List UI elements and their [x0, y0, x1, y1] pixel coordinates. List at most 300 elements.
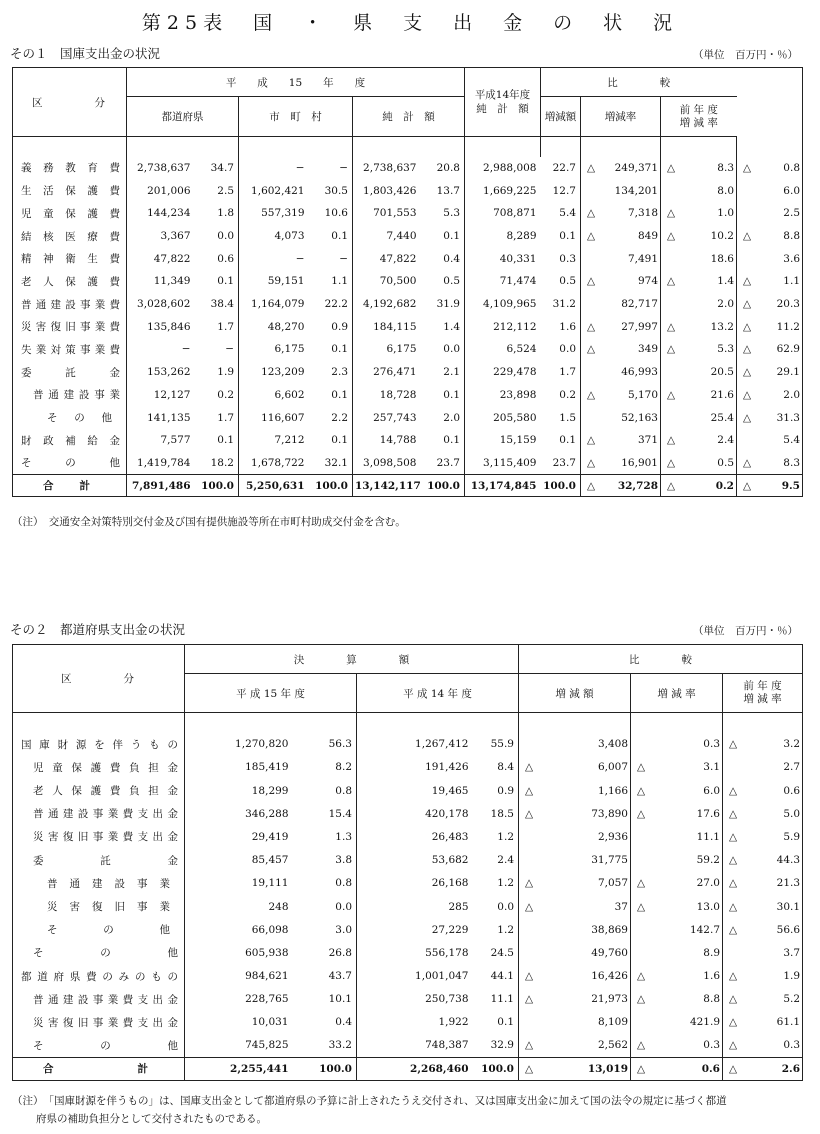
change-rate-sign: △ — [667, 207, 676, 220]
h15-amount: 18,299 — [251, 784, 289, 797]
change-amount-value: 7,057 — [597, 877, 628, 890]
prev-change-rate-value: 29.1 — [776, 366, 800, 379]
prev-change-rate-value: 6.0 — [783, 184, 800, 197]
change-rate — [631, 964, 723, 987]
table-row — [13, 964, 803, 987]
junkei-amount: 276,471 — [373, 366, 417, 379]
prev-change-rate-sign: △ — [729, 830, 738, 843]
junkei-share: 13.7 — [421, 179, 465, 202]
change-rate-value: 18.6 — [710, 252, 734, 265]
prev-change-rate — [723, 1034, 803, 1057]
change-rate-sign: △ — [667, 456, 676, 469]
h14-share: 100.0 — [473, 1057, 519, 1080]
h15-amount: 29,419 — [251, 830, 289, 843]
row-label: 国庫財源を伴うもの — [13, 733, 185, 756]
prev-change-rate — [737, 429, 803, 452]
change-amount — [581, 270, 661, 293]
prev-change-rate-sign: △ — [743, 479, 752, 492]
shichoson-amount: 1,678,722 — [251, 456, 305, 469]
row-label: 災害復旧事業費 — [13, 315, 127, 338]
junkei-share: 0.0 — [421, 338, 465, 361]
h15-amount: 346,288 — [245, 807, 289, 820]
h14-share: 0.5 — [541, 270, 581, 293]
shichoson-share: 0.1 — [309, 225, 353, 248]
h14-share: 0.0 — [541, 338, 581, 361]
change-amount-value: 3,408 — [597, 738, 628, 751]
junkei-share: 2.1 — [421, 361, 465, 384]
table-row — [13, 1057, 803, 1080]
table-prefectural-subsidies — [12, 644, 803, 1081]
table-row — [13, 474, 803, 497]
prev-change-rate-value: 31.3 — [776, 411, 800, 424]
change-amount — [581, 383, 661, 406]
shichoson-share: 0.1 — [309, 338, 353, 361]
change-amount — [519, 872, 631, 895]
change-amount-value: 16,901 — [621, 456, 658, 469]
change-rate — [631, 733, 723, 756]
table1-note: （注） 交通安全対策特別交付金及び国有提供施設等所在市町村助成交付金を含む。 — [12, 516, 406, 528]
change-amount — [519, 918, 631, 941]
h14-share: 0.1 — [541, 429, 581, 452]
shichoson-amount: 6,175 — [274, 343, 305, 356]
h14-amount: 1,669,225 — [483, 184, 537, 197]
prev-change-rate-sign: △ — [743, 161, 752, 174]
shichoson-share: 1.1 — [309, 270, 353, 293]
change-rate — [631, 895, 723, 918]
change-amount-value: 27,997 — [621, 320, 658, 333]
shichoson-amount: 116,607 — [261, 411, 305, 424]
change-amount-value: 2,562 — [597, 1039, 628, 1052]
change-rate — [661, 179, 737, 202]
prev-change-rate-sign: △ — [729, 993, 738, 1006]
prev-change-rate — [737, 361, 803, 384]
h15-amount: 745,825 — [245, 1039, 289, 1052]
todofuken-amount: 2,738,637 — [137, 161, 191, 174]
h15-amount: 1,270,820 — [235, 738, 289, 751]
h15-amount: 85,457 — [251, 854, 289, 867]
table-row — [13, 270, 803, 293]
row-label: 生活保護費 — [13, 179, 127, 202]
todofuken-amount: 3,028,602 — [137, 298, 191, 311]
change-rate — [661, 383, 737, 406]
prev-change-rate — [737, 383, 803, 406]
change-amount — [519, 779, 631, 802]
change-amount — [581, 361, 661, 384]
table-row — [13, 872, 803, 895]
h14-share: 0.1 — [541, 225, 581, 248]
prev-change-rate-value: 20.3 — [776, 298, 800, 311]
page-title: 第25表 国 ・ 県 支 出 金 の 状 況 — [141, 12, 679, 34]
prev-change-rate-sign: △ — [743, 230, 752, 242]
h14-share: 11.1 — [473, 988, 519, 1011]
h14-share: 0.9 — [473, 779, 519, 802]
prev-change-rate-sign: △ — [729, 900, 738, 913]
change-amount-sign: △ — [525, 900, 534, 913]
change-rate — [661, 474, 737, 497]
prev-change-rate-value: 44.3 — [776, 854, 801, 867]
junkei-amount: 13,142,117 — [353, 474, 421, 497]
change-rate — [661, 225, 737, 248]
h14-share: 23.7 — [541, 452, 581, 475]
h14-amount: 6,524 — [506, 343, 537, 356]
change-amount — [519, 941, 631, 964]
table1-unit: （単位 百万円・％） — [693, 49, 798, 61]
h14-share: 5.4 — [541, 202, 581, 225]
change-amount-value: 349 — [637, 343, 658, 356]
todofuken-share: 1.9 — [195, 361, 239, 384]
h14-amount: 26,168 — [431, 877, 469, 890]
change-rate-value: 8.9 — [703, 946, 720, 959]
change-rate-value: 13.2 — [710, 320, 734, 333]
h15-share: 10.1 — [293, 988, 357, 1011]
table-row — [13, 779, 803, 802]
prev-change-rate — [723, 918, 803, 941]
junkei-amount: 47,822 — [379, 252, 417, 265]
row-label: 老人保護費 — [13, 270, 127, 293]
junkei-share: 0.1 — [421, 383, 465, 406]
h14-share: 0.0 — [473, 895, 519, 918]
header-kubun: 区 分 — [13, 68, 127, 137]
change-rate-value: 2.0 — [717, 298, 734, 311]
table2-note-line1: （注） 「国庫財源を伴うもの」は、国庫支出金として都道府県の予算に計上されたうえ交付され、又は国庫支出金に加えて国の法令の規定に基づく都道 — [12, 1095, 727, 1107]
row-label: その他 — [13, 941, 185, 964]
header-kubun-2: 区 分 — [13, 645, 185, 713]
header-shichoson: 市 町 村 — [239, 97, 353, 137]
junkei-amount: 18,728 — [379, 388, 417, 401]
h14-share: 32.9 — [473, 1034, 519, 1057]
junkei-amount: 2,738,637 — [363, 161, 417, 174]
change-amount — [519, 1034, 631, 1057]
h15-share: 0.8 — [293, 779, 357, 802]
prev-change-rate — [737, 315, 803, 338]
prev-change-rate-value: 56.6 — [776, 923, 801, 936]
h15-amount: 10,031 — [251, 1016, 289, 1029]
change-rate — [631, 825, 723, 848]
todofuken-amount: 12,127 — [153, 388, 191, 401]
change-amount — [581, 157, 661, 180]
h14-amount: 4,109,965 — [483, 298, 537, 311]
shichoson-amount: 48,270 — [267, 320, 305, 333]
prev-change-rate — [723, 802, 803, 825]
prev-change-rate-value: 1.9 — [783, 970, 801, 983]
table-row — [13, 733, 803, 756]
change-rate-value: 8.3 — [717, 161, 734, 174]
prev-change-rate — [737, 202, 803, 225]
junkei-amount: 7,440 — [386, 230, 417, 242]
h14-share: 1.5 — [541, 406, 581, 429]
todofuken-amount: 47,822 — [153, 252, 191, 265]
prev-change-rate — [723, 895, 803, 918]
table2-note-line2: 府県の補助負担分として交付されたものである。 — [36, 1113, 267, 1125]
h14-share: 1.2 — [473, 825, 519, 848]
table-row — [13, 202, 803, 225]
shichoson-amount: 1,602,421 — [251, 184, 305, 197]
change-rate-sign: △ — [637, 761, 646, 774]
table-row — [13, 1034, 803, 1057]
table-row — [13, 988, 803, 1011]
h15-share: 0.4 — [293, 1011, 357, 1034]
prev-change-rate — [723, 779, 803, 802]
change-amount-value: 21,973 — [591, 993, 628, 1006]
junkei-amount: 14,788 — [379, 434, 417, 447]
table1-subtitle: その１ 国庫支出金の状況 — [10, 46, 161, 61]
prev-change-rate-value: 5.0 — [783, 807, 801, 820]
change-amount — [519, 964, 631, 987]
prev-change-rate-sign: △ — [729, 923, 738, 936]
change-amount — [581, 429, 661, 452]
change-rate-sign: △ — [667, 388, 676, 401]
prev-change-rate-value: 2.5 — [783, 207, 800, 220]
prev-change-rate-value: 9.5 — [781, 479, 800, 492]
change-rate — [661, 270, 737, 293]
prev-change-rate-value: 61.1 — [776, 1016, 801, 1029]
table-row — [13, 157, 803, 180]
table-row — [13, 361, 803, 384]
shichoson-amount: − — [295, 252, 305, 265]
change-rate — [661, 406, 737, 429]
shichoson-share: 32.1 — [309, 452, 353, 475]
change-amount-sign: △ — [587, 343, 596, 356]
change-rate-value: 0.3 — [703, 738, 720, 751]
junkei-share: 1.4 — [421, 315, 465, 338]
h14-share: 0.2 — [541, 383, 581, 406]
shichoson-share: − — [309, 157, 353, 180]
change-amount — [581, 293, 661, 316]
header-prev-rate-2: 前 年 度 増 減 率 — [723, 674, 803, 713]
change-amount-value: 1,166 — [597, 784, 628, 797]
change-rate — [631, 1057, 723, 1080]
prev-change-rate — [723, 941, 803, 964]
change-rate — [661, 429, 737, 452]
todofuken-amount: 1,419,784 — [137, 456, 191, 469]
junkei-share: 31.9 — [421, 293, 465, 316]
change-rate-value: 2.4 — [717, 434, 734, 447]
table-row — [13, 825, 803, 848]
h15-share: 8.2 — [293, 756, 357, 779]
row-label: 普通建設事業費支出金 — [13, 802, 185, 825]
change-amount-sign: △ — [587, 275, 596, 288]
change-rate-value: 1.0 — [717, 207, 734, 220]
change-rate-value: 21.6 — [710, 388, 734, 401]
shichoson-amount: 1,164,079 — [251, 298, 305, 311]
prev-change-rate-sign: △ — [729, 784, 738, 797]
change-rate-sign: △ — [637, 993, 646, 1006]
change-rate — [631, 872, 723, 895]
change-amount-value: 52,163 — [621, 411, 658, 424]
todofuken-share: 2.5 — [195, 179, 239, 202]
row-label: 普通建設事業費 — [13, 293, 127, 316]
change-rate-sign: △ — [667, 161, 676, 174]
shichoson-amount: 123,209 — [261, 366, 305, 379]
change-amount-value: 8,109 — [597, 1016, 628, 1029]
change-rate-value: 0.3 — [703, 1039, 720, 1052]
row-label: 都道府県費のみのもの — [13, 964, 185, 987]
change-rate — [661, 315, 737, 338]
junkei-share: 0.5 — [421, 270, 465, 293]
prev-change-rate-value: 5.4 — [783, 434, 800, 447]
change-rate-value: 20.5 — [710, 366, 734, 379]
change-amount — [519, 895, 631, 918]
change-amount — [519, 756, 631, 779]
todofuken-share: 1.7 — [195, 315, 239, 338]
change-rate — [631, 988, 723, 1011]
header-h14: 平成14年度 純 計 額 — [465, 68, 541, 137]
table2-subtitle: その２ 都道府県支出金の状況 — [10, 622, 186, 637]
change-rate-value: 6.0 — [703, 784, 720, 797]
h14-amount: 285 — [448, 900, 469, 913]
h14-amount: 420,178 — [425, 807, 469, 820]
todofuken-share: 34.7 — [195, 157, 239, 180]
change-rate-sign: △ — [667, 320, 676, 333]
junkei-amount: 184,115 — [373, 320, 417, 333]
change-rate — [661, 247, 737, 270]
table-row — [13, 338, 803, 361]
table-row — [13, 429, 803, 452]
change-rate-value: 0.6 — [701, 1062, 720, 1075]
row-label: 合計 — [13, 474, 127, 497]
prev-change-rate — [723, 964, 803, 987]
todofuken-share: 1.7 — [195, 406, 239, 429]
change-amount — [581, 247, 661, 270]
prev-change-rate-sign: △ — [743, 275, 752, 288]
shichoson-amount: 6,602 — [274, 388, 305, 401]
todofuken-share: 0.1 — [195, 429, 239, 452]
change-rate — [631, 918, 723, 941]
change-rate-sign: △ — [637, 1062, 646, 1075]
change-amount-value: 16,426 — [591, 970, 628, 983]
prev-change-rate — [737, 452, 803, 475]
h14-amount: 708,871 — [493, 207, 537, 220]
change-amount-value: 31,775 — [591, 854, 628, 867]
junkei-share: 100.0 — [421, 474, 465, 497]
todofuken-amount: 135,846 — [147, 320, 191, 333]
h14-share: 31.2 — [541, 293, 581, 316]
h15-share: 15.4 — [293, 802, 357, 825]
change-rate-value: 1.6 — [703, 970, 720, 983]
change-rate-value: 3.1 — [703, 761, 720, 774]
change-rate-sign: △ — [637, 900, 646, 913]
change-rate-value: 8.0 — [717, 184, 734, 197]
prev-change-rate-value: 3.6 — [783, 252, 800, 265]
row-label: その他 — [13, 918, 185, 941]
prev-change-rate — [737, 225, 803, 248]
change-amount-value: 82,717 — [621, 298, 658, 311]
h14-share: 24.5 — [473, 941, 519, 964]
h14-amount: 3,115,409 — [483, 456, 537, 469]
junkei-share: 20.8 — [421, 157, 465, 180]
prev-change-rate-sign: △ — [743, 343, 752, 356]
prev-change-rate — [737, 247, 803, 270]
prev-change-rate-sign: △ — [729, 1062, 738, 1075]
todofuken-amount: 141,135 — [147, 411, 191, 424]
h15-amount: 2,255,441 — [185, 1057, 293, 1080]
h14-amount: 2,268,460 — [357, 1057, 473, 1080]
h14-share: 2.4 — [473, 849, 519, 872]
change-amount-sign: △ — [587, 456, 596, 469]
change-rate-value: 25.4 — [710, 411, 734, 424]
change-amount-value: 134,201 — [614, 184, 658, 197]
header-zogengaku-2: 増 減 額 — [519, 674, 631, 713]
prev-change-rate-value: 0.3 — [783, 1039, 801, 1052]
header-h14-2: 平 成 14 年 度 — [357, 674, 519, 713]
change-rate-value: 1.4 — [717, 275, 734, 288]
table-row — [13, 247, 803, 270]
row-label: 義務教育費 — [13, 157, 127, 180]
prev-change-rate — [737, 474, 803, 497]
change-rate-sign: △ — [637, 1039, 646, 1052]
prev-change-rate-sign: △ — [729, 1016, 738, 1029]
change-amount-value: 46,993 — [621, 366, 658, 379]
h14-amount: 250,738 — [425, 993, 469, 1006]
change-amount-value: 5,170 — [627, 388, 658, 401]
prev-change-rate-value: 2.0 — [783, 388, 800, 401]
header-kessan: 決 算 額 — [185, 645, 519, 674]
change-amount-value: 6,007 — [597, 761, 628, 774]
header-prev-rate: 前 年 度 増 減 率 — [661, 97, 737, 137]
prev-change-rate-value: 11.2 — [776, 320, 800, 333]
prev-change-rate — [723, 872, 803, 895]
row-label: 失業対策事業費 — [13, 338, 127, 361]
shichoson-amount: 557,319 — [261, 207, 305, 220]
h14-amount: 556,178 — [425, 946, 469, 959]
change-amount — [581, 179, 661, 202]
row-label: 委託金 — [13, 361, 127, 384]
todofuken-amount: − — [181, 343, 191, 356]
junkei-share: 0.4 — [421, 247, 465, 270]
change-amount-value: 7,318 — [627, 207, 658, 220]
prev-change-rate-sign: △ — [743, 320, 752, 333]
h14-share: 8.4 — [473, 756, 519, 779]
h14-share: 12.7 — [541, 179, 581, 202]
h14-amount: 1,922 — [438, 1016, 469, 1029]
row-label: その他 — [13, 452, 127, 475]
h14-amount: 748,387 — [425, 1039, 469, 1052]
change-amount-sign: △ — [587, 479, 596, 492]
prev-change-rate-value: 0.8 — [783, 161, 800, 174]
change-amount-sign: △ — [525, 970, 534, 983]
h15-amount: 248 — [268, 900, 289, 913]
change-amount-value: 371 — [637, 434, 658, 447]
change-amount-value: 37 — [614, 900, 628, 913]
change-rate-sign: △ — [637, 970, 646, 983]
prev-change-rate-sign: △ — [729, 970, 738, 983]
junkei-share: 0.1 — [421, 429, 465, 452]
prev-change-rate-sign: △ — [729, 738, 738, 751]
h14-amount: 191,426 — [425, 761, 469, 774]
header-hikaku-2: 比 較 — [519, 645, 803, 674]
change-rate-value: 0.2 — [715, 479, 734, 492]
change-amount — [581, 338, 661, 361]
prev-change-rate — [737, 270, 803, 293]
h15-share: 3.8 — [293, 849, 357, 872]
change-rate-value: 27.0 — [696, 877, 720, 890]
change-rate — [661, 452, 737, 475]
h15-amount: 185,419 — [245, 761, 289, 774]
h14-amount: 71,474 — [499, 275, 537, 288]
shichoson-share: 22.2 — [309, 293, 353, 316]
h14-amount: 13,174,845 — [465, 474, 541, 497]
change-rate-sign: △ — [637, 877, 646, 890]
change-rate — [631, 802, 723, 825]
shichoson-amount: − — [295, 161, 305, 174]
todofuken-share: 100.0 — [195, 474, 239, 497]
change-amount-sign: △ — [525, 993, 534, 1006]
junkei-amount: 6,175 — [386, 343, 417, 356]
change-rate — [661, 338, 737, 361]
h15-share: 56.3 — [293, 733, 357, 756]
change-amount-sign: △ — [587, 388, 596, 401]
header-h15: 平 成 15 年 度 — [127, 68, 465, 97]
